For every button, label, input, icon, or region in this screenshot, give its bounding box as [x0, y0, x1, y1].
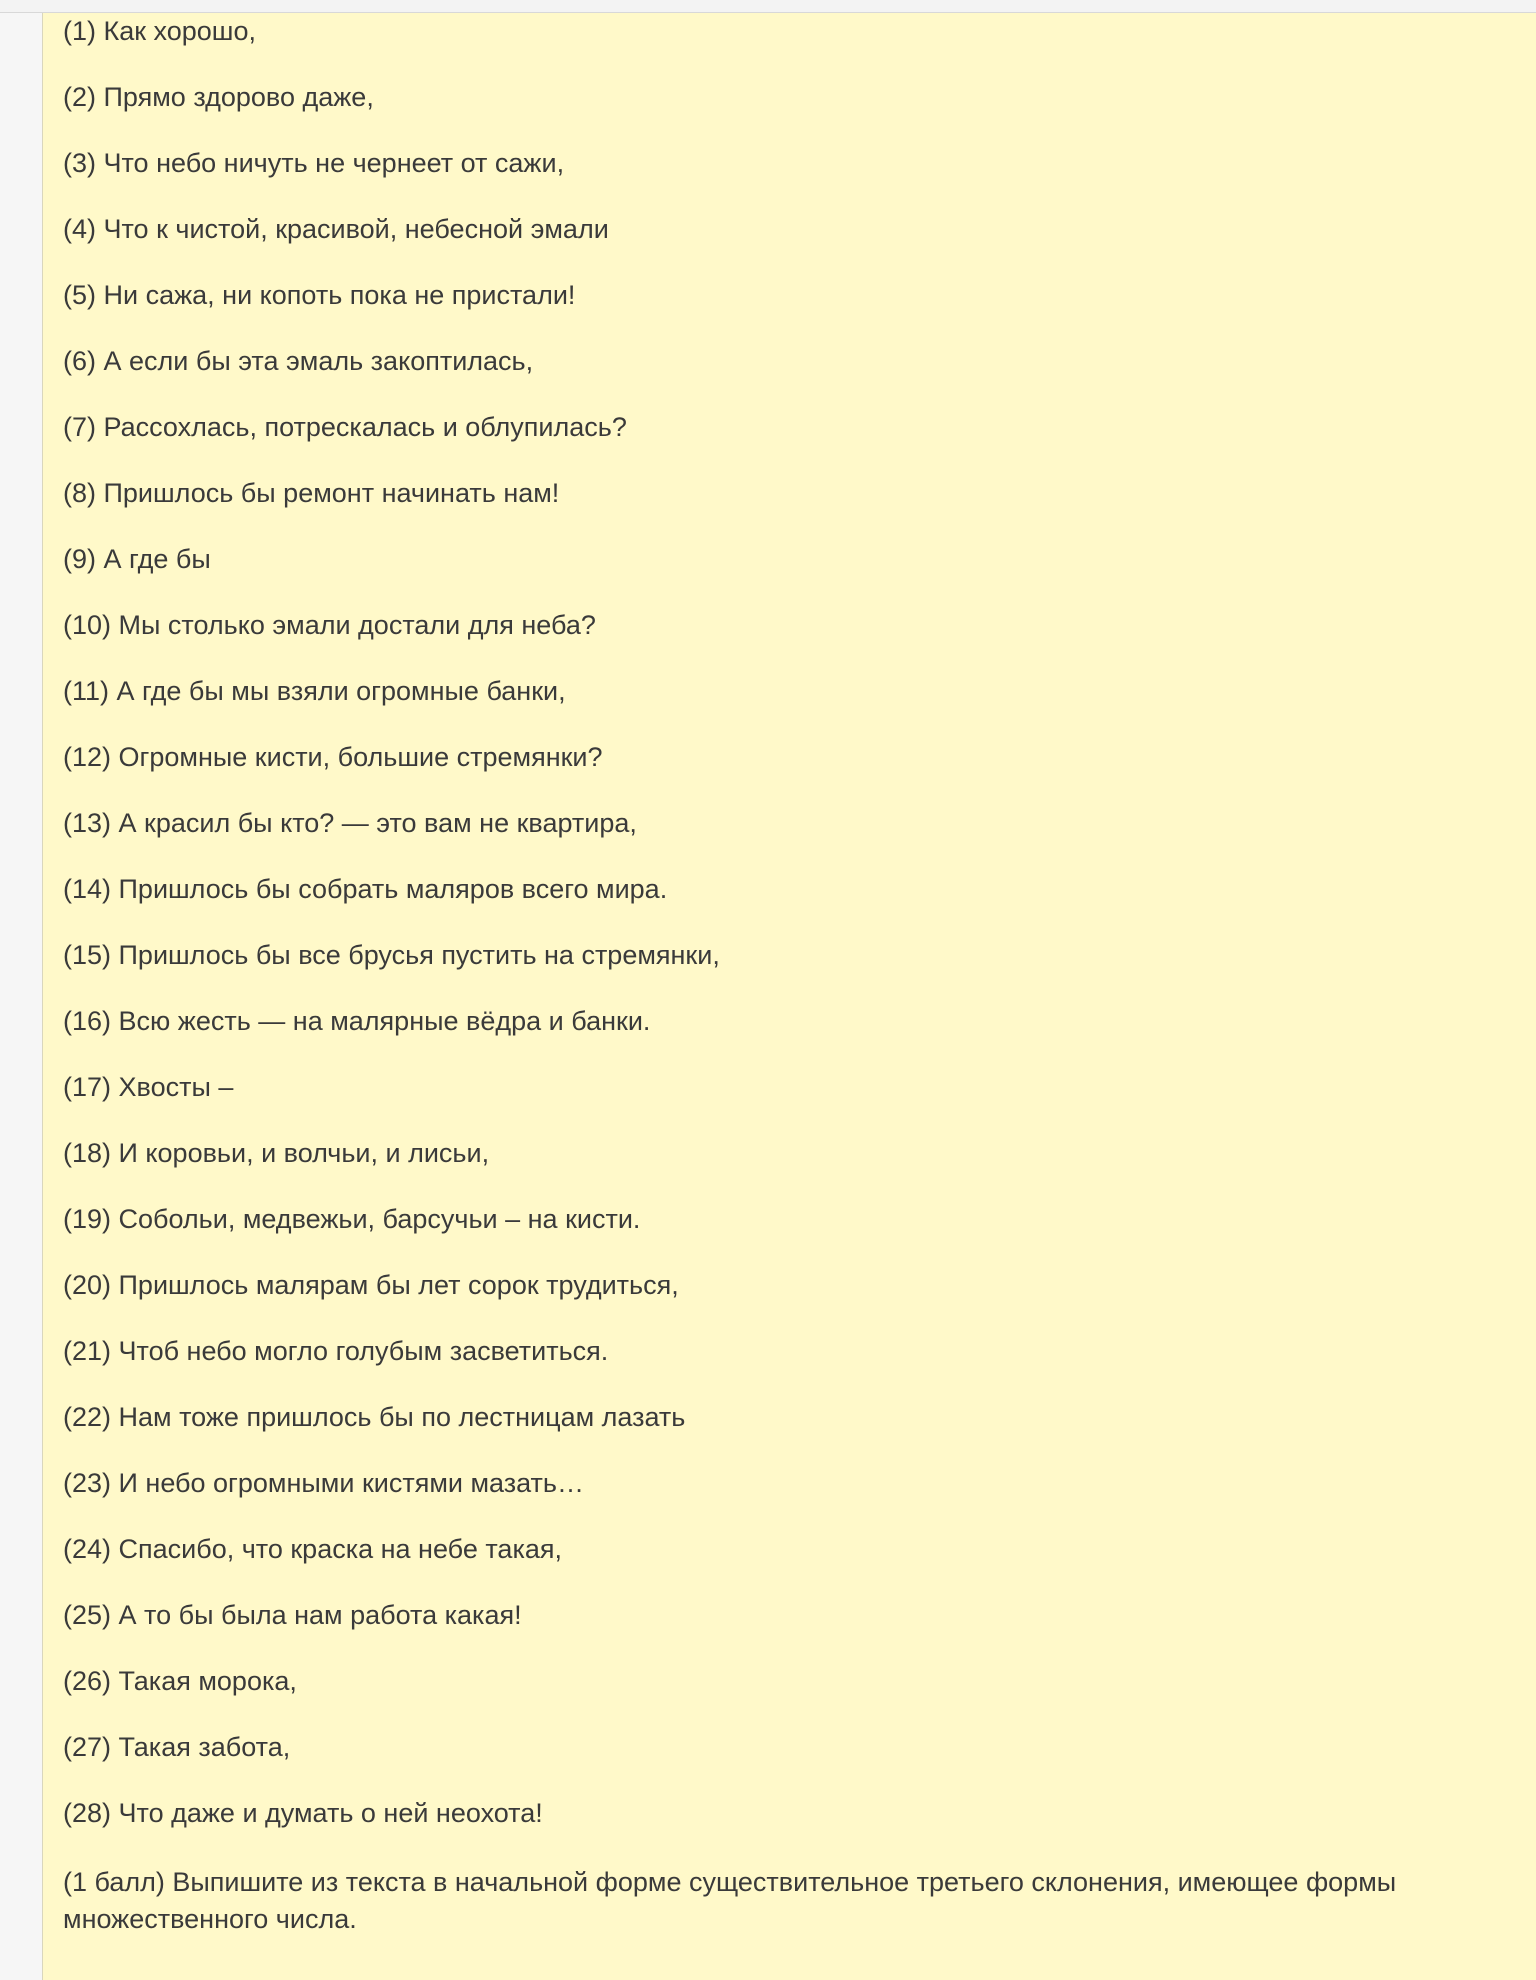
- poem-line: (8) Пришлось бы ремонт начинать нам!: [63, 478, 560, 508]
- poem-line: (1) Как хорошо,: [63, 16, 256, 46]
- poem-line: (13) А красил бы кто? — это вам не квартира,: [63, 808, 637, 838]
- top-toolbar-strip: [0, 0, 1536, 13]
- poem-line: (27) Такая забота,: [63, 1732, 291, 1762]
- poem-line: (15) Пришлось бы все брусья пустить на стремянки,: [63, 940, 720, 970]
- poem-line: (3) Что небо ничуть не чернеет от сажи,: [63, 148, 565, 178]
- poem-line: (17) Хвосты –: [63, 1072, 234, 1102]
- poem-lines: [63, 13, 1516, 1861]
- poem-line: (22) Нам тоже пришлось бы по лестницам лазать: [63, 1402, 686, 1432]
- poem-line: (14) Пришлось бы собрать маляров всего мира.: [63, 874, 668, 904]
- poem-line: (19) Собольи, медвежьи, барсучьи – на кисти.: [63, 1204, 641, 1234]
- poem-line: (2) Прямо здорово даже,: [63, 82, 374, 112]
- poem-line: (16) Всю жесть — на малярные вёдра и банки.: [63, 1006, 651, 1036]
- poem-line: (6) А если бы эта эмаль закоптилась,: [63, 346, 534, 376]
- poem-line: (24) Спасибо, что краска на небе такая,: [63, 1534, 562, 1564]
- text-panel: [43, 13, 1536, 1980]
- poem-line: (5) Ни сажа, ни копоть пока не пристали!: [63, 280, 576, 310]
- poem-line: (25) А то бы была нам работа какая!: [63, 1600, 522, 1630]
- task-question: (1 балл) Выпишите из текста в начальной форме существительное третьего склонения, имеющее формы множественного числа.: [63, 1867, 1397, 1934]
- poem-line: (18) И коровьи, и волчьи, и лисьи,: [63, 1138, 490, 1168]
- poem-line: (28) Что даже и думать о ней неохота!: [63, 1798, 543, 1828]
- left-gutter: [0, 13, 43, 1980]
- poem-line: (23) И небо огромными кистями мазать…: [63, 1468, 584, 1498]
- poem-line: (26) Такая морока,: [63, 1666, 297, 1696]
- poem-line: (11) А где бы мы взяли огромные банки,: [63, 676, 566, 706]
- poem-line: (10) Мы столько эмали достали для неба?: [63, 610, 596, 640]
- poem-line: (7) Рассохлась, потрескалась и облупилась?: [63, 412, 627, 442]
- poem-line: (21) Чтоб небо могло голубым засветиться.: [63, 1336, 609, 1366]
- poem-line: (20) Пришлось малярам бы лет сорок трудиться,: [63, 1270, 679, 1300]
- poem-line: (12) Огромные кисти, большие стремянки?: [63, 742, 603, 772]
- poem-line: (4) Что к чистой, красивой, небесной эмали: [63, 214, 609, 244]
- poem-line: (9) А где бы: [63, 544, 211, 574]
